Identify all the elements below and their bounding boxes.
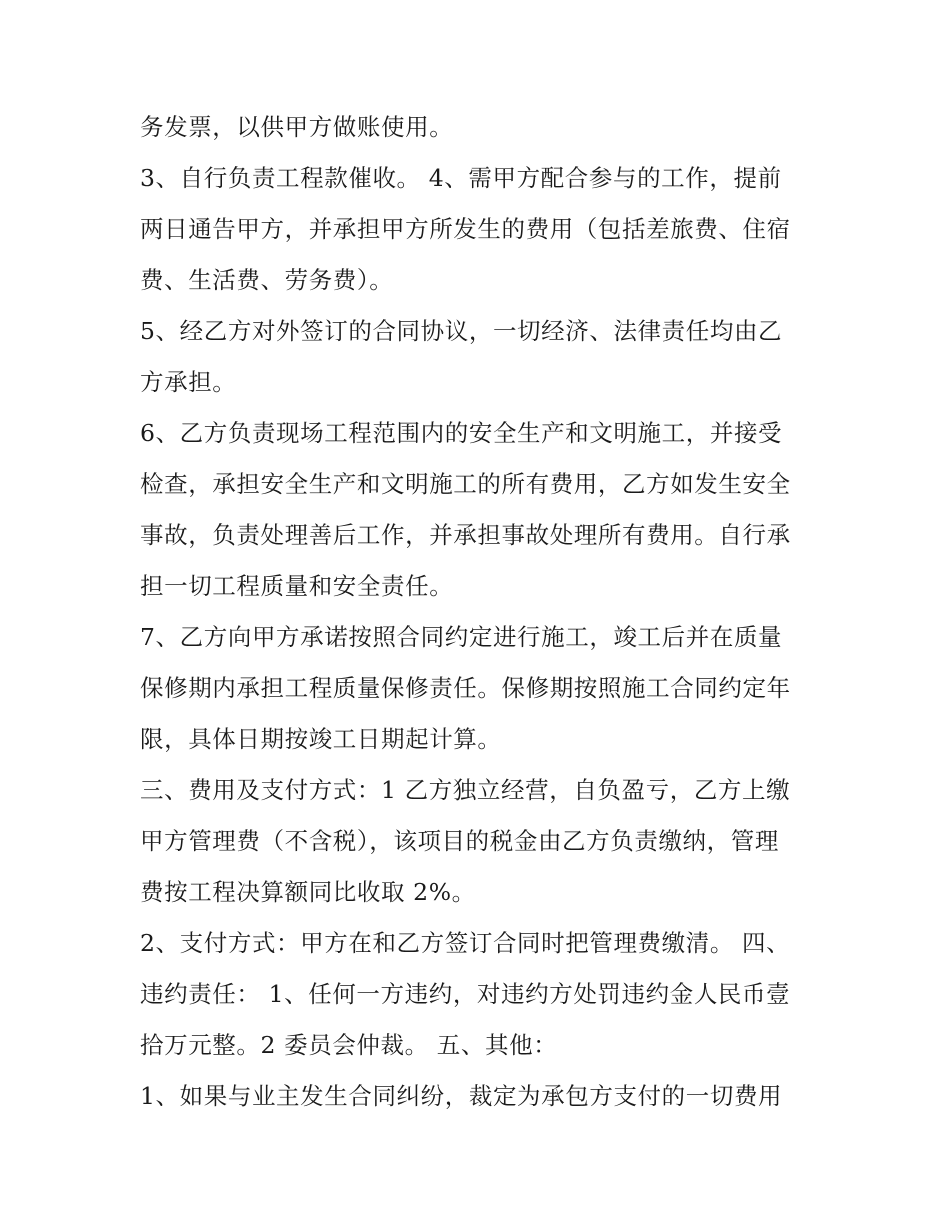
text-line: 两日通告甲方，并承担甲方所发生的费用（包括差旅费、住宿 (140, 215, 791, 243)
text-line: 3、自行负责工程款催收。 4、需甲方配合参与的工作，提前 (140, 164, 782, 192)
text-line: 1、如果与业主发生合同纠纷，裁定为承包方支付的一切费用 (140, 1082, 783, 1110)
text-line: 违约责任： 1、任何一方违约，对违约方处罚违约金人民币壹 (140, 980, 791, 1008)
text-line: 费、生活费、劳务费）。 (140, 266, 394, 294)
text-line: 保修期内承担工程质量保修责任。保修期按照施工合同约定年 (140, 674, 791, 702)
text-line: 5、经乙方对外签订的合同协议，一切经济、法律责任均由乙 (140, 317, 783, 345)
text-line: 务发票，以供甲方做账使用。 (140, 113, 454, 141)
text-line: 限，具体日期按竣工日期起计算。 (140, 725, 502, 753)
text-line: 三、费用及支付方式：1 乙方独立经营，自负盈亏，乙方上缴 (140, 776, 791, 804)
text-line: 拾万元整。2 委员会仲裁。 五、其他： (140, 1031, 558, 1059)
text-line: 检查，承担安全生产和文明施工的所有费用，乙方如发生安全 (140, 470, 791, 498)
text-line: 6、乙方负责现场工程范围内的安全生产和文明施工，并接受 (140, 419, 783, 447)
text-line: 方承担。 (140, 368, 237, 396)
document-body (140, 102, 820, 1122)
text-line: 2、支付方式：甲方在和乙方签订合同时把管理费缴清。 四、 (140, 929, 791, 957)
text-line: 担一切工程质量和安全责任。 (140, 572, 454, 600)
text-line: 甲方管理费（不含税），该项目的税金由乙方负责缴纳，管理 (140, 827, 779, 855)
text-line: 事故，负责处理善后工作，并承担事故处理所有费用。自行承 (140, 521, 791, 549)
text-line: 7、乙方向甲方承诺按照合同约定进行施工，竣工后并在质量 (140, 623, 783, 651)
text-line: 费按工程决算额同比收取 2%。 (140, 878, 476, 906)
